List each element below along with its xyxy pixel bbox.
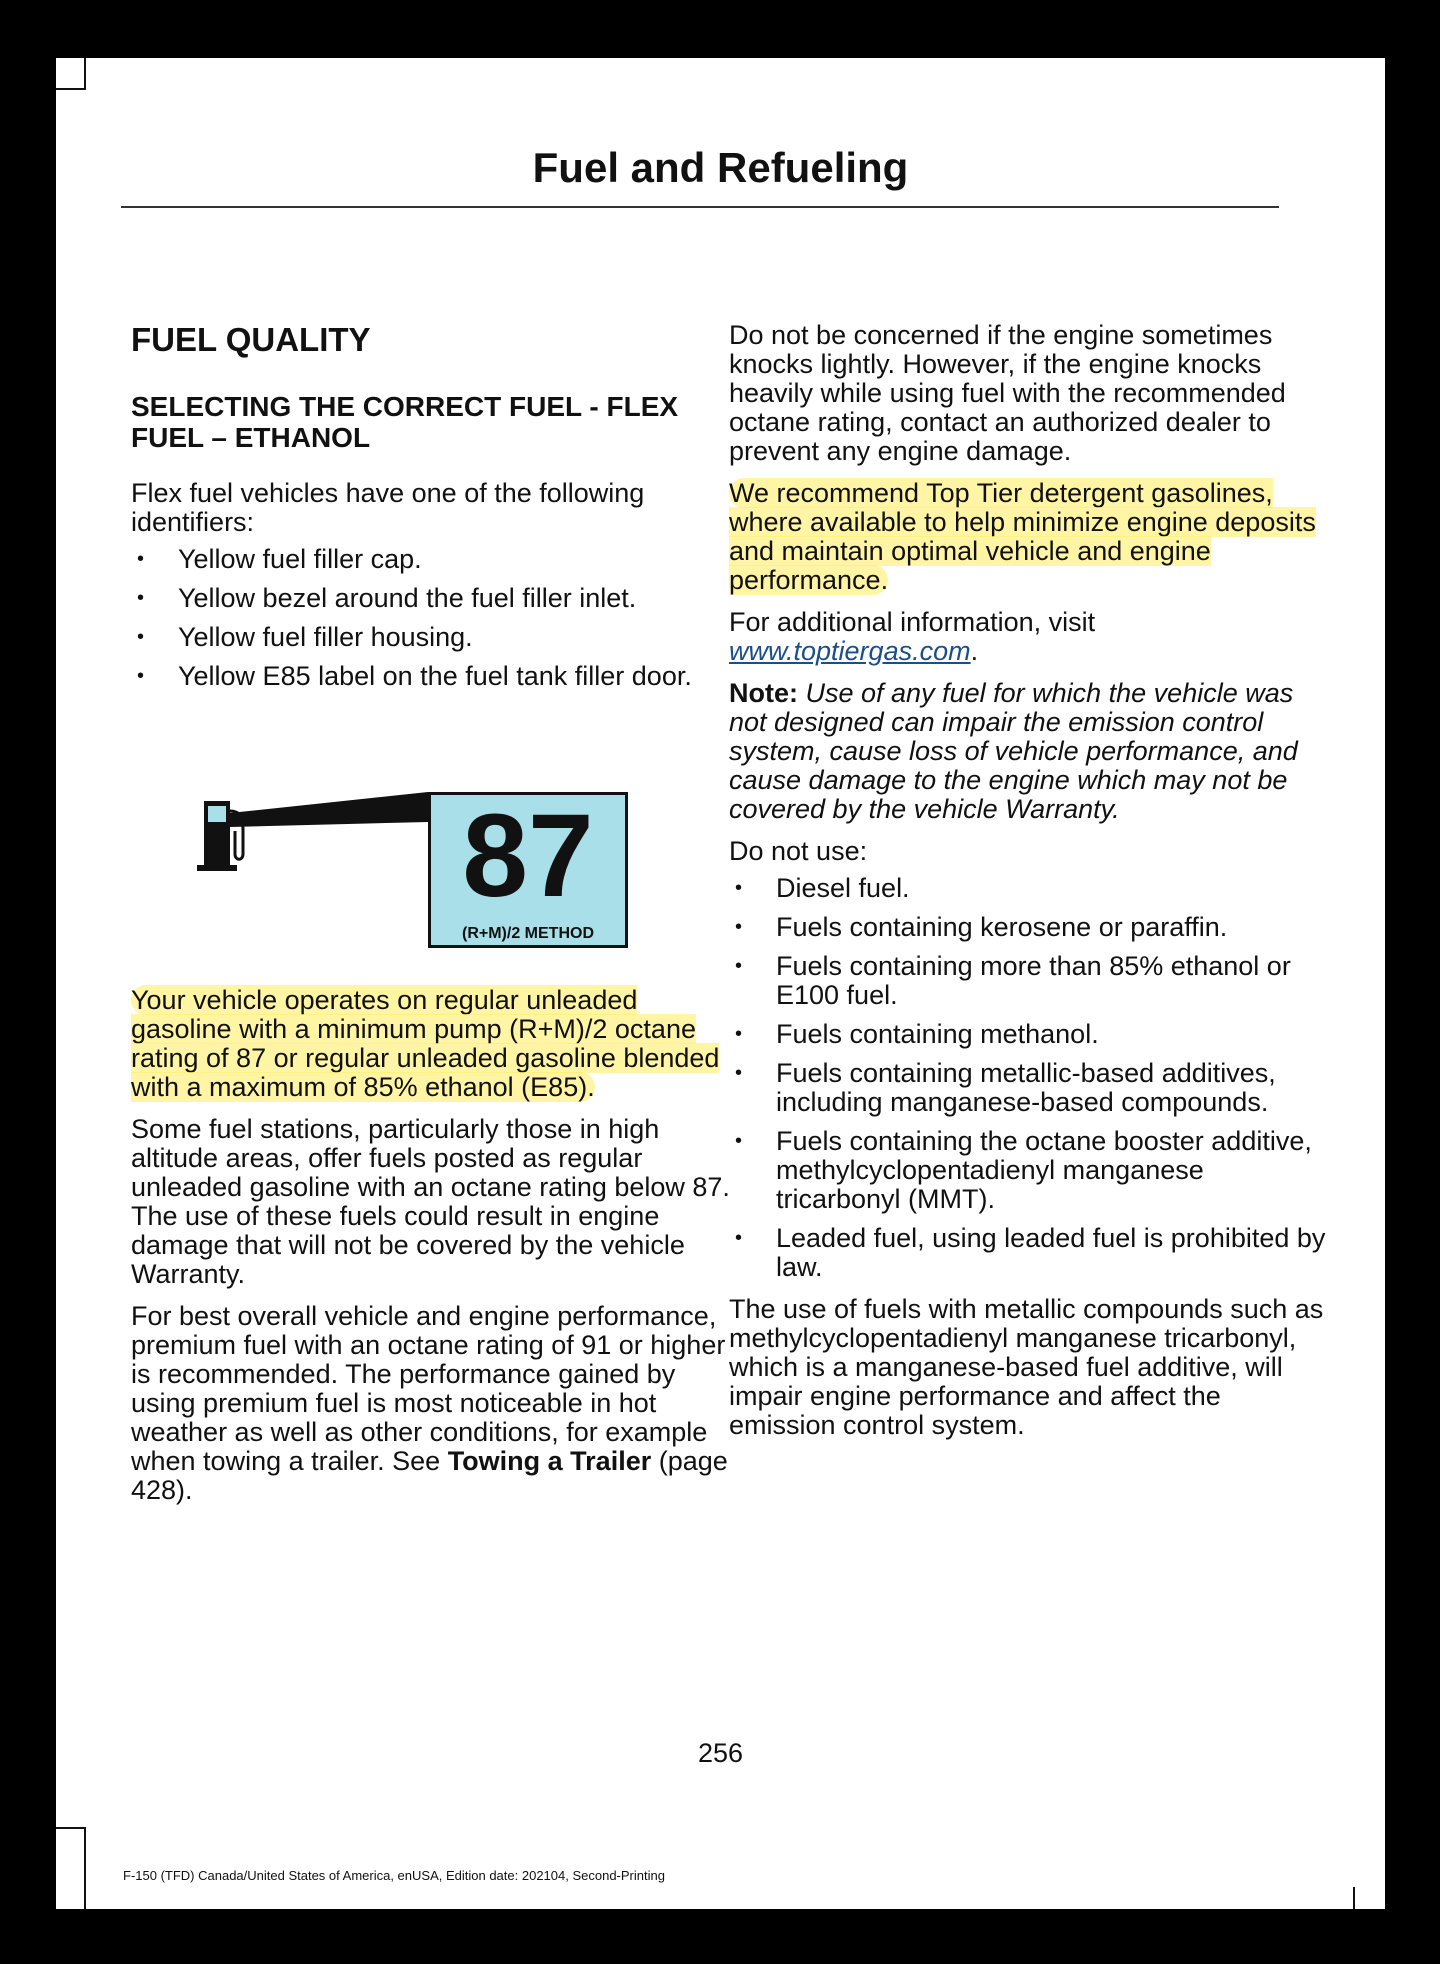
octane-rating-label xyxy=(428,792,628,948)
bullet-icon: • xyxy=(137,548,145,570)
premium-fuel-paragraph: For best overall vehicle and engine performance, premium fuel with an octane rating of 91 or higher is recommended. The performance gained by using premium fuel is most noticeable in hot weather as well as other conditions, for example when towing a trailer. See Towing a Trailer (page 428). xyxy=(131,1301,728,1505)
towing-trailer-reference[interactable]: Towing a Trailer xyxy=(447,1446,652,1476)
top-tier-paragraph: We recommend Top Tier detergent gasolines, where available to help minimize engine deposits and maintain optimal vehicle and engine performance. xyxy=(729,478,1316,595)
section-title: FUEL QUALITY xyxy=(131,321,371,358)
crop-mark-bottom-left xyxy=(56,1827,86,1909)
octane-label-figure xyxy=(131,719,731,964)
bullet-icon: • xyxy=(735,1227,743,1249)
bullet-icon: • xyxy=(735,1062,743,1084)
bullet-icon: • xyxy=(137,587,145,609)
engine-knock-paragraph: Do not be concerned if the engine sometimes knocks lightly. However, if the engine knocks heavily while using fuel with the recommended octane rating, contact an authorized dealer to prevent any engine damage. xyxy=(729,320,1286,466)
list-item: • Yellow fuel filler housing. xyxy=(137,622,473,652)
page-header-title: Fuel and Refueling xyxy=(532,144,909,191)
list-item: • Fuels containing the octane booster additive, methylcyclopentadienyl manganese tricarbonyl (MMT). xyxy=(735,1126,1312,1214)
bullet-icon: • xyxy=(735,1130,743,1152)
note-paragraph: Note: Use of any fuel for which the vehicle was not designed can impair the emission control system, cause loss of vehicle performance, and cause damage to the engine which may not be covered by the vehicle Warranty. xyxy=(729,678,1298,824)
bullet-icon: • xyxy=(735,955,743,977)
list-item: • Fuels containing methanol. xyxy=(735,1019,1099,1049)
metallic-compounds-paragraph: The use of fuels with metallic compounds such as methylcyclopentadienyl manganese tricarbonyl, which is a manganese-based fuel additive, will impair engine performance and affect the emission control system. xyxy=(729,1294,1324,1440)
subsection-title: SELECTING THE CORRECT FUEL - FLEX FUEL – ETHANOL xyxy=(131,391,679,453)
list-item: • Fuels containing kerosene or paraffin. xyxy=(735,912,1228,942)
left-column xyxy=(131,263,731,1505)
identifier-list xyxy=(131,545,731,691)
bullet-icon: • xyxy=(735,916,743,938)
toptiergas-link[interactable]: www.toptiergas.com xyxy=(729,636,971,666)
list-item: • Leaded fuel, using leaded fuel is prohibited by law. xyxy=(735,1223,1326,1282)
prohibited-fuel-list xyxy=(729,874,1329,1282)
list-item: • Fuels containing metallic-based additives, including manganese-based compounds. xyxy=(735,1058,1276,1117)
bullet-icon: • xyxy=(735,877,743,899)
octane-number: 87 xyxy=(462,790,594,922)
list-item: • Yellow E85 label on the fuel tank filler door. xyxy=(137,661,692,691)
additional-info-paragraph: For additional information, visit www.toptiergas.com. xyxy=(729,607,1096,666)
do-not-use-heading: Do not use: xyxy=(729,836,868,866)
list-item: • Yellow fuel filler cap. xyxy=(137,544,422,574)
operates-paragraph: Your vehicle operates on regular unleaded gasoline with a minimum pump (R+M)/2 octane rating of 87 or regular unleaded gasoline blended with a maximum of 85% ethanol (E85). xyxy=(131,985,720,1102)
intro-paragraph: Flex fuel vehicles have one of the following identifiers: xyxy=(131,478,645,537)
bullet-icon: • xyxy=(735,1023,743,1045)
manual-page xyxy=(56,58,1385,1909)
footer-edition-info: F-150 (TFD) Canada/United States of America, enUSA, Edition date: 202104, Second-Printing xyxy=(123,1868,665,1883)
list-item: • Diesel fuel. xyxy=(735,873,910,903)
octane-method: (R+M)/2 METHOD xyxy=(462,925,594,942)
fuel-stations-paragraph: Some fuel stations, particularly those in high altitude areas, offer fuels posted as regular unleaded gasoline with an octane rating below 87. The use of these fuels could result in engine damage that will not be covered by the vehicle Warranty. xyxy=(131,1114,730,1289)
header-rule xyxy=(121,206,1279,208)
list-item: • Yellow bezel around the fuel filler inlet. xyxy=(137,583,637,613)
right-column xyxy=(729,263,1329,1440)
crop-mark-bottom-right xyxy=(1353,1887,1355,1909)
crop-mark-top-left xyxy=(56,58,86,90)
list-item: • Fuels containing more than 85% ethanol or E100 fuel. xyxy=(735,951,1291,1010)
bullet-icon: • xyxy=(137,665,145,687)
page-number: 256 xyxy=(697,1738,744,1768)
bullet-icon: • xyxy=(137,626,145,648)
